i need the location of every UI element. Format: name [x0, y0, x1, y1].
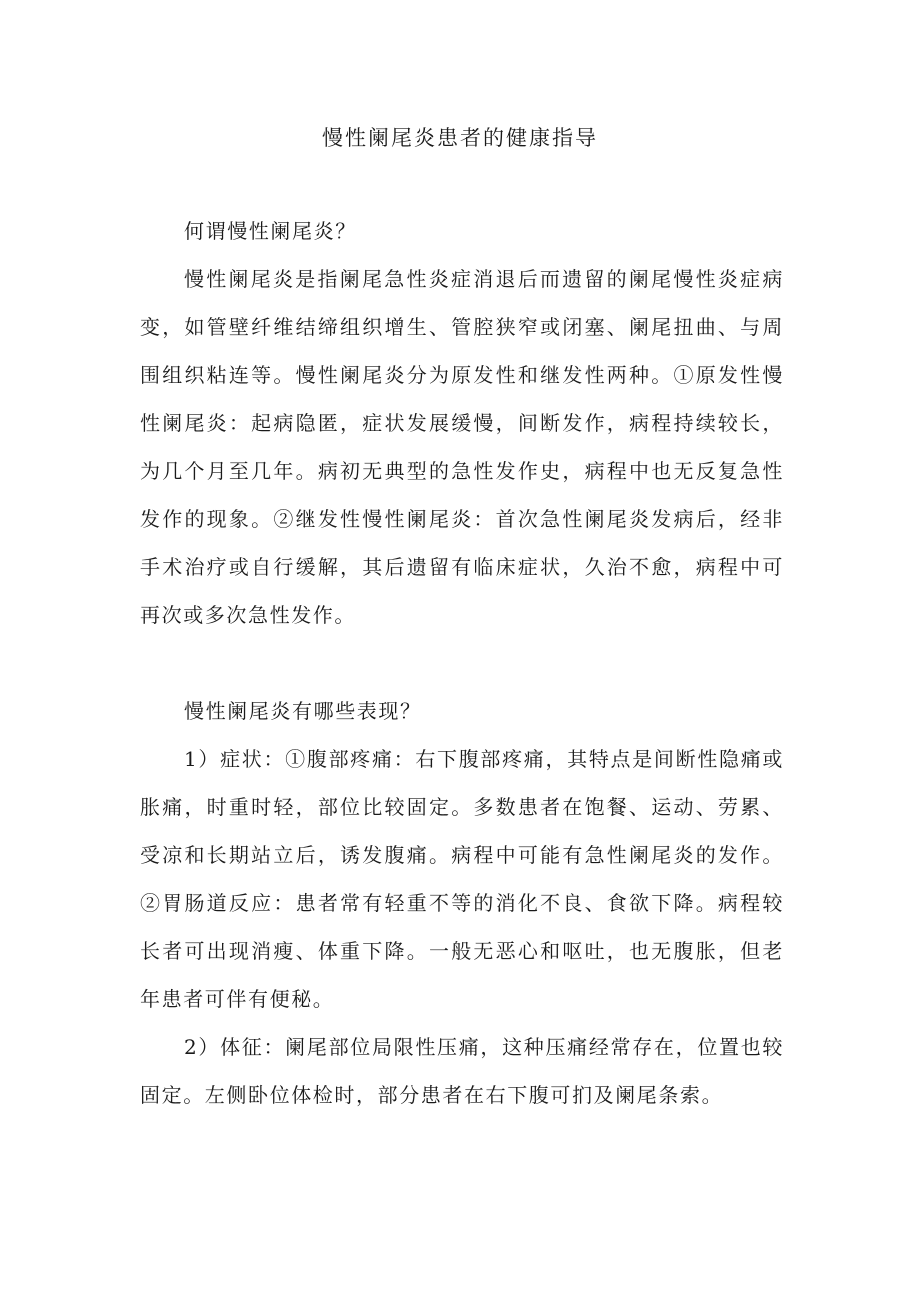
section-manifestations: [140, 687, 784, 1119]
paragraph-signs: 2）体征：阑尾部位局限性压痛，这种压痛经常存在，位置也较固定。左侧卧位体检时，部分患者在右下腹可扪及阑尾条索。: [140, 1035, 784, 1107]
section-what-is: [140, 207, 784, 639]
section-heading: 慢性阑尾炎有哪些表现？: [184, 699, 422, 723]
document-title: 慢性阑尾炎患者的健康指导: [322, 126, 598, 150]
paragraph-definition: 慢性阑尾炎是指阑尾急性炎症消退后而遗留的阑尾慢性炎症病变，如管壁纤维结缔组织增生、管腔狭窄或闭塞、阑尾扭曲、与周围组织粘连等。慢性阑尾炎分为原发性和继发性两种。①原发性慢性阑尾炎：起病隐匿，症状发展缓慢，间断发作，病程持续较长，为几个月至几年。病初无典型的急性发作史，病程中也无反复急性发作的现象。②继发性慢性阑尾炎：首次急性阑尾炎发病后，经非手术治疗或自行缓解，其后遗留有临床症状，久治不愈，病程中可再次或多次急性发作。: [140, 267, 784, 627]
section-heading: 何谓慢性阑尾炎？: [184, 219, 357, 243]
paragraph-symptoms: 1）症状：①腹部疼痛：右下腹部疼痛，其特点是间断性隐痛或胀痛，时重时轻，部位比较固定。多数患者在饱餐、运动、劳累、受凉和长期站立后，诱发腹痛。病程中可能有急性阑尾炎的发作。②胃肠道反应：患者常有轻重不等的消化不良、食欲下降。病程较长者可出现消瘦、体重下降。一般无恶心和呕吐，也无腹胀，但老年患者可伴有便秘。: [140, 747, 784, 1011]
